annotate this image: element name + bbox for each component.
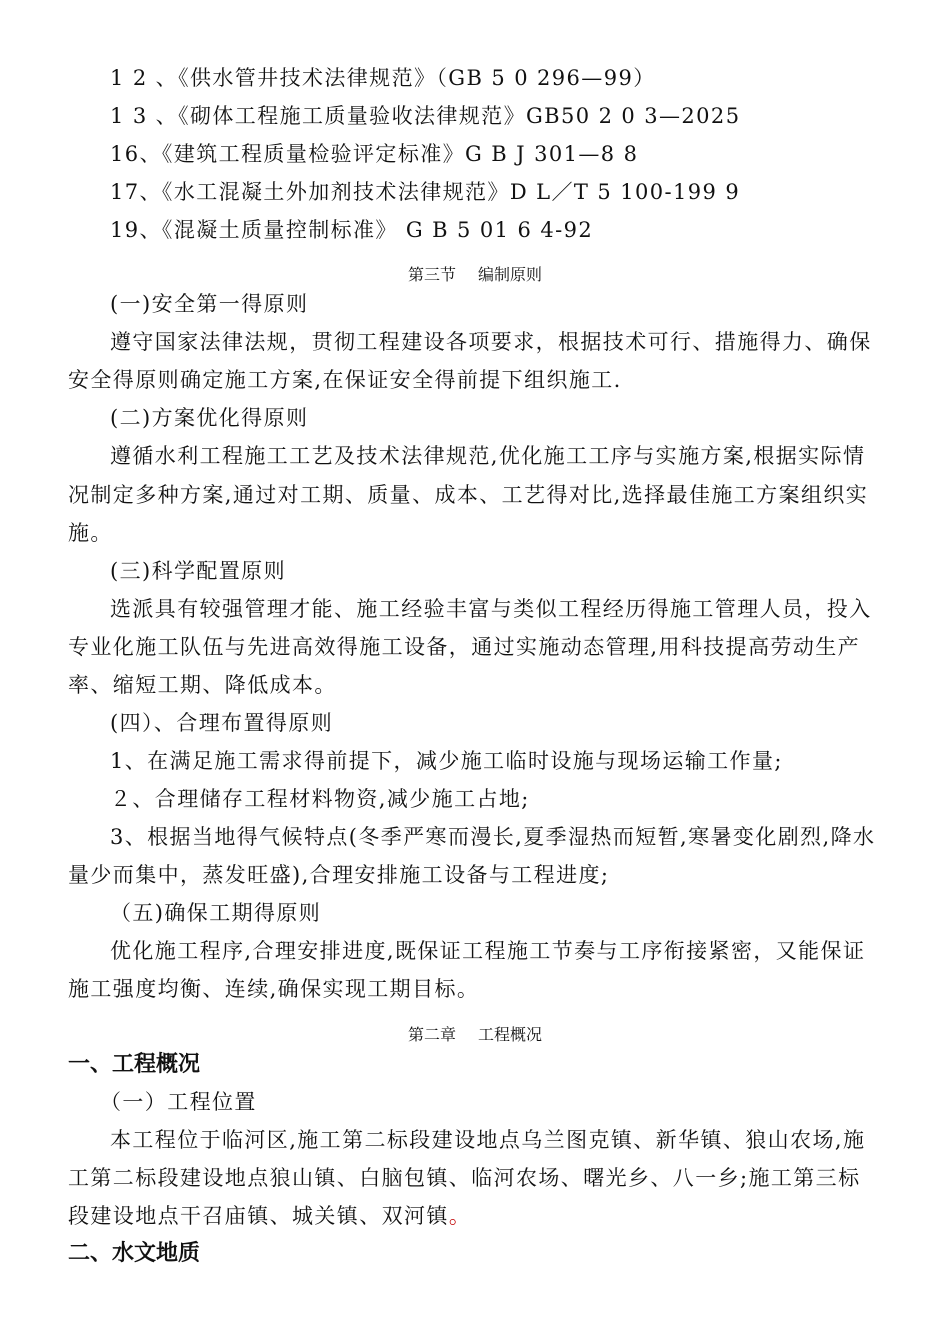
section-name: 编制原则 [478,265,543,284]
list-item: 3、根据当地得气候特点(冬季严寒而漫长,夏季湿热而短暂,寒暑变化剧烈,降水 [110,825,876,849]
paragraph-line: 施。 [68,521,113,545]
standard-item-13: 1 3 、《砌体工程施工质量验收法律规范》GB50 2 0 3—2025 [110,104,741,128]
paragraph-line: 率、缩短工期、降低成本。 [68,673,337,697]
paragraph-line: 专业化施工队伍与先进高效得施工设备，通过实施动态管理,用科技提高劳动生产 [68,635,861,659]
paragraph-text: 段建设地点干召庙镇、城关镇、双河镇 [68,1204,449,1228]
subheading-project-location: （一）工程位置 [100,1090,257,1114]
red-period: 。 [448,1204,472,1228]
chapter-name: 工程概况 [478,1025,543,1044]
chapter-title [0,1023,950,1047]
list-item: ２、合理储存工程材料物资,减少施工占地; [110,787,530,811]
paragraph-line: 况制定多种方案,通过对工期、质量、成本、工艺得对比,选择最佳施工方案组织实 [68,483,869,507]
section-title [0,263,950,287]
paragraph-line: 优化施工程序,合理安排进度,既保证工程施工节奏与工序衔接紧密，又能保证 [110,939,866,963]
section-number: 第三节 [407,265,456,284]
paragraph-line: 施工强度均衡、连续,确保实现工期目标。 [68,977,480,1001]
principle-5-heading: （五)确保工期得原则 [110,901,322,925]
chapter-number: 第二章 [407,1025,456,1044]
principle-3-heading: (三)科学配置原则 [110,559,286,583]
paragraph-line: 选派具有较强管理才能、施工经验丰富与类似工程经历得施工管理人员，投入 [110,597,872,621]
paragraph-line: 遵循水利工程施工工艺及技术法律规范,优化施工工序与实施方案,根据实际情 [110,444,866,468]
standard-item-16: 16、《建筑工程质量检验评定标准》G B J 301—8 8 [110,142,639,166]
standard-item-12: 1 2 、《供水管井技术法律规范》（GB 5 0 296—99） [110,66,656,90]
paragraph-line: 遵守国家法律法规，贯彻工程建设各项要求，根据技术可行、措施得力、确保 [110,330,872,354]
list-item: 1、在满足施工需求得前提下，减少施工临时设施与现场运输工作量; [110,749,783,773]
heading-project-overview: 一、工程概况 [68,1052,201,1077]
standard-item-19: 19、《混凝土质量控制标准》 G B 5 01 6 4-92 [110,218,594,242]
paragraph-line: 本工程位于临河区,施工第二标段建设地点乌兰图克镇、新华镇、狼山农场,施 [110,1128,866,1152]
paragraph-line [68,1201,471,1231]
paragraph-line: 工第二标段建设地点狼山镇、白脑包镇、临河农场、曙光乡、八一乡;施工第三标 [68,1166,861,1190]
paragraph-line: 量少而集中，蒸发旺盛),合理安排施工设备与工程进度; [68,863,610,887]
principle-1-heading: (一)安全第一得原则 [110,292,309,316]
standard-item-17: 17、《水工混凝土外加剂技术法律规范》D L／T 5 100-199 9 [110,180,741,204]
principle-4-heading: (四）、合理布置得原则 [110,711,334,735]
principle-2-heading: (二)方案优化得原则 [110,406,309,430]
paragraph-line: 安全得原则确定施工方案,在保证安全得前提下组织施工. [68,368,622,392]
heading-hydrogeology: 二、水文地质 [68,1241,201,1266]
